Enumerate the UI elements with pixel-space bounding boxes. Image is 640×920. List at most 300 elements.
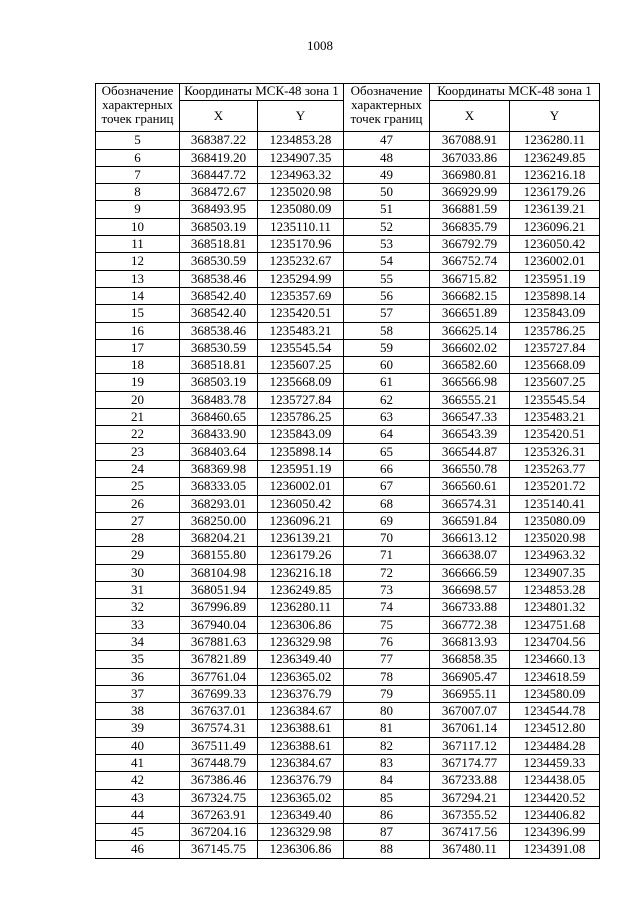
table-row — [96, 685, 600, 702]
x-coordinate-right: 366881.59 — [430, 201, 510, 218]
y-coordinate-left: 1235727.84 — [258, 391, 344, 408]
y-coordinate-right: 1236280.11 — [510, 132, 600, 149]
x-coordinate-left: 367940.04 — [180, 616, 258, 633]
y-coordinate-left: 1235294.99 — [258, 270, 344, 287]
point-number-right: 62 — [344, 391, 430, 408]
table-row — [96, 633, 600, 650]
point-number-right: 75 — [344, 616, 430, 633]
header-row — [96, 84, 600, 101]
point-number-left: 25 — [96, 478, 180, 495]
x-coordinate-right: 366582.60 — [430, 357, 510, 374]
designation-header-right: Обозначение характерных точек границ — [344, 84, 430, 132]
x-coordinate-right: 366666.59 — [430, 564, 510, 581]
table-row — [96, 772, 600, 789]
table-row — [96, 789, 600, 806]
y-coordinate-left: 1236280.11 — [258, 599, 344, 616]
x-coordinate-left: 368447.72 — [180, 166, 258, 183]
y-coordinate-right: 1234544.78 — [510, 703, 600, 720]
y-coordinate-left: 1235786.25 — [258, 409, 344, 426]
table-row — [96, 201, 600, 218]
x-coordinate-right: 366602.02 — [430, 339, 510, 356]
table-row — [96, 824, 600, 841]
y-coordinate-right: 1235326.31 — [510, 443, 600, 460]
point-number-left: 12 — [96, 253, 180, 270]
x-coordinate-left: 368460.65 — [180, 409, 258, 426]
point-number-right: 67 — [344, 478, 430, 495]
x-coordinate-right: 366835.79 — [430, 218, 510, 235]
point-number-left: 7 — [96, 166, 180, 183]
y-coordinate-left: 1236139.21 — [258, 530, 344, 547]
point-number-right: 79 — [344, 685, 430, 702]
x-coordinate-right: 367480.11 — [430, 841, 510, 858]
x-coordinate-right: 366574.31 — [430, 495, 510, 512]
y-coordinate-left: 1236388.61 — [258, 720, 344, 737]
point-number-right: 69 — [344, 512, 430, 529]
point-number-left: 36 — [96, 668, 180, 685]
x-coordinate-right: 367033.86 — [430, 149, 510, 166]
coords-group-header-left: Координаты МСК-48 зона 1 — [180, 84, 344, 101]
point-number-left: 11 — [96, 236, 180, 253]
point-number-right: 53 — [344, 236, 430, 253]
x-coordinate-left: 368433.90 — [180, 426, 258, 443]
y-coordinate-left: 1236329.98 — [258, 633, 344, 650]
y-coordinate-left: 1235607.25 — [258, 357, 344, 374]
y-coordinate-left: 1235357.69 — [258, 287, 344, 304]
point-number-right: 81 — [344, 720, 430, 737]
y-coordinate-left: 1235080.09 — [258, 201, 344, 218]
point-number-left: 31 — [96, 582, 180, 599]
point-number-right: 83 — [344, 754, 430, 771]
x-coordinate-right: 366544.87 — [430, 443, 510, 460]
x-coordinate-right: 366905.47 — [430, 668, 510, 685]
point-number-left: 20 — [96, 391, 180, 408]
x-coordinate-right: 366638.07 — [430, 547, 510, 564]
table-row — [96, 806, 600, 823]
point-number-right: 51 — [344, 201, 430, 218]
point-number-left: 27 — [96, 512, 180, 529]
point-number-right: 85 — [344, 789, 430, 806]
point-number-left: 39 — [96, 720, 180, 737]
y-coordinate-left: 1235110.11 — [258, 218, 344, 235]
y-coordinate-left: 1236329.98 — [258, 824, 344, 841]
y-coordinate-right: 1234406.82 — [510, 806, 600, 823]
point-number-right: 59 — [344, 339, 430, 356]
x-coordinate-left: 368538.46 — [180, 322, 258, 339]
y-coordinate-right: 1236050.42 — [510, 236, 600, 253]
point-number-left: 5 — [96, 132, 180, 149]
table-row — [96, 651, 600, 668]
y-coordinate-left: 1234853.28 — [258, 132, 344, 149]
table-row — [96, 460, 600, 477]
table-row — [96, 841, 600, 858]
table-row — [96, 149, 600, 166]
point-number-left: 13 — [96, 270, 180, 287]
point-number-right: 54 — [344, 253, 430, 270]
point-number-right: 88 — [344, 841, 430, 858]
y-coordinate-right: 1235843.09 — [510, 305, 600, 322]
y-coordinate-right: 1234751.68 — [510, 616, 600, 633]
x-coordinate-right: 366792.79 — [430, 236, 510, 253]
x-coordinate-left: 368155.80 — [180, 547, 258, 564]
x-coordinate-left: 367386.46 — [180, 772, 258, 789]
x-coordinate-right: 367355.52 — [430, 806, 510, 823]
y-coordinate-right: 1235080.09 — [510, 512, 600, 529]
x-coordinate-right: 367233.88 — [430, 772, 510, 789]
point-number-left: 26 — [96, 495, 180, 512]
x-coordinate-right: 367117.12 — [430, 737, 510, 754]
table-body — [96, 132, 600, 858]
y-coordinate-right: 1234512.80 — [510, 720, 600, 737]
table-row — [96, 253, 600, 270]
point-number-right: 49 — [344, 166, 430, 183]
x-coordinate-left: 368542.40 — [180, 305, 258, 322]
y-coordinate-left: 1235483.21 — [258, 322, 344, 339]
table-row — [96, 357, 600, 374]
y-coordinate-left: 1235843.09 — [258, 426, 344, 443]
y-coordinate-right: 1235668.09 — [510, 357, 600, 374]
point-number-left: 30 — [96, 564, 180, 581]
point-number-right: 58 — [344, 322, 430, 339]
point-number-right: 80 — [344, 703, 430, 720]
y-coordinate-right: 1234391.08 — [510, 841, 600, 858]
y-coordinate-left: 1236096.21 — [258, 512, 344, 529]
point-number-left: 6 — [96, 149, 180, 166]
x-coordinate-left: 367574.31 — [180, 720, 258, 737]
x-coordinate-left: 368518.81 — [180, 236, 258, 253]
point-number-right: 78 — [344, 668, 430, 685]
point-number-right: 68 — [344, 495, 430, 512]
point-number-left: 9 — [96, 201, 180, 218]
y-coordinate-left: 1236376.79 — [258, 685, 344, 702]
point-number-right: 77 — [344, 651, 430, 668]
x-coordinate-right: 366555.21 — [430, 391, 510, 408]
y-coordinate-left: 1234963.32 — [258, 166, 344, 183]
y-coordinate-right: 1236002.01 — [510, 253, 600, 270]
x-coordinate-right: 366813.93 — [430, 633, 510, 650]
x-coordinate-left: 367761.04 — [180, 668, 258, 685]
table-row — [96, 495, 600, 512]
x-coordinate-left: 367145.75 — [180, 841, 258, 858]
x-coordinate-left: 368530.59 — [180, 339, 258, 356]
x-coordinate-right: 366591.84 — [430, 512, 510, 529]
y-coordinate-left: 1235020.98 — [258, 184, 344, 201]
y-coordinate-left: 1236349.40 — [258, 651, 344, 668]
table-row — [96, 616, 600, 633]
point-number-left: 45 — [96, 824, 180, 841]
y-coordinate-right: 1234484.28 — [510, 737, 600, 754]
y-coordinate-left: 1236365.02 — [258, 668, 344, 685]
y-coordinate-right: 1236139.21 — [510, 201, 600, 218]
table-row — [96, 512, 600, 529]
x-coordinate-right: 367061.14 — [430, 720, 510, 737]
coords-group-header-right: Координаты МСК-48 зона 1 — [430, 84, 600, 101]
y-coordinate-left: 1236216.18 — [258, 564, 344, 581]
point-number-right: 66 — [344, 460, 430, 477]
table-row — [96, 132, 600, 149]
table-row — [96, 599, 600, 616]
x-coordinate-left: 368542.40 — [180, 287, 258, 304]
table-row — [96, 703, 600, 720]
point-number-right: 55 — [344, 270, 430, 287]
point-number-left: 21 — [96, 409, 180, 426]
y-coordinate-right: 1236096.21 — [510, 218, 600, 235]
point-number-right: 64 — [344, 426, 430, 443]
y-coordinate-right: 1236179.26 — [510, 184, 600, 201]
point-number-left: 35 — [96, 651, 180, 668]
point-number-right: 63 — [344, 409, 430, 426]
y-header-right: Y — [510, 101, 600, 132]
table-row — [96, 564, 600, 581]
x-coordinate-right: 366682.15 — [430, 287, 510, 304]
point-number-right: 76 — [344, 633, 430, 650]
x-coordinate-left: 368472.67 — [180, 184, 258, 201]
table-row — [96, 236, 600, 253]
coordinates-table — [95, 83, 600, 859]
point-number-left: 22 — [96, 426, 180, 443]
y-coordinate-right: 1234704.56 — [510, 633, 600, 650]
x-header-right: X — [430, 101, 510, 132]
point-number-right: 60 — [344, 357, 430, 374]
y-coordinate-left: 1235898.14 — [258, 443, 344, 460]
x-coordinate-left: 368250.00 — [180, 512, 258, 529]
point-number-right: 74 — [344, 599, 430, 616]
point-number-left: 14 — [96, 287, 180, 304]
table-row — [96, 409, 600, 426]
x-coordinate-left: 368530.59 — [180, 253, 258, 270]
point-number-right: 56 — [344, 287, 430, 304]
x-coordinate-right: 367007.07 — [430, 703, 510, 720]
table-row — [96, 374, 600, 391]
x-coordinate-right: 366980.81 — [430, 166, 510, 183]
y-coordinate-left: 1235170.96 — [258, 236, 344, 253]
y-coordinate-right: 1235483.21 — [510, 409, 600, 426]
y-coordinate-left: 1236376.79 — [258, 772, 344, 789]
y-coordinate-left: 1235420.51 — [258, 305, 344, 322]
x-coordinate-left: 368204.21 — [180, 530, 258, 547]
y-coordinate-left: 1234907.35 — [258, 149, 344, 166]
x-coordinate-left: 368538.46 — [180, 270, 258, 287]
point-number-right: 86 — [344, 806, 430, 823]
x-coordinate-right: 366733.88 — [430, 599, 510, 616]
x-coordinate-left: 367263.91 — [180, 806, 258, 823]
y-coordinate-right: 1235727.84 — [510, 339, 600, 356]
y-coordinate-left: 1235545.54 — [258, 339, 344, 356]
point-number-left: 24 — [96, 460, 180, 477]
y-coordinate-right: 1234396.99 — [510, 824, 600, 841]
point-number-left: 23 — [96, 443, 180, 460]
y-coordinate-right: 1234853.28 — [510, 582, 600, 599]
table-row — [96, 426, 600, 443]
point-number-left: 16 — [96, 322, 180, 339]
x-coordinate-right: 366543.39 — [430, 426, 510, 443]
y-coordinate-right: 1236249.85 — [510, 149, 600, 166]
point-number-left: 15 — [96, 305, 180, 322]
x-coordinate-left: 367881.63 — [180, 633, 258, 650]
y-coordinate-right: 1234660.13 — [510, 651, 600, 668]
y-coordinate-right: 1234580.09 — [510, 685, 600, 702]
designation-header-left: Обозначение характерных точек границ — [96, 84, 180, 132]
x-coordinate-right: 366613.12 — [430, 530, 510, 547]
x-coordinate-left: 368369.98 — [180, 460, 258, 477]
y-coordinate-right: 1235607.25 — [510, 374, 600, 391]
y-header-left: Y — [258, 101, 344, 132]
x-coordinate-left: 368051.94 — [180, 582, 258, 599]
point-number-left: 19 — [96, 374, 180, 391]
table-row — [96, 322, 600, 339]
y-coordinate-right: 1235951.19 — [510, 270, 600, 287]
point-number-right: 72 — [344, 564, 430, 581]
x-coordinate-right: 366560.61 — [430, 478, 510, 495]
table-row — [96, 582, 600, 599]
y-coordinate-right: 1234801.32 — [510, 599, 600, 616]
x-coordinate-left: 368419.20 — [180, 149, 258, 166]
x-coordinate-right: 366772.38 — [430, 616, 510, 633]
point-number-left: 18 — [96, 357, 180, 374]
x-coordinate-left: 368518.81 — [180, 357, 258, 374]
y-coordinate-right: 1235898.14 — [510, 287, 600, 304]
x-coordinate-right: 366698.57 — [430, 582, 510, 599]
y-coordinate-right: 1234438.05 — [510, 772, 600, 789]
x-coordinate-right: 366858.35 — [430, 651, 510, 668]
point-number-right: 82 — [344, 737, 430, 754]
y-coordinate-left: 1236384.67 — [258, 754, 344, 771]
point-number-left: 37 — [96, 685, 180, 702]
x-coordinate-right: 366955.11 — [430, 685, 510, 702]
y-coordinate-right: 1235263.77 — [510, 460, 600, 477]
table-row — [96, 391, 600, 408]
y-coordinate-left: 1236349.40 — [258, 806, 344, 823]
x-coordinate-right: 367294.21 — [430, 789, 510, 806]
table-row — [96, 668, 600, 685]
point-number-left: 40 — [96, 737, 180, 754]
x-coordinate-left: 367324.75 — [180, 789, 258, 806]
point-number-right: 52 — [344, 218, 430, 235]
x-header-left: X — [180, 101, 258, 132]
x-coordinate-right: 366752.74 — [430, 253, 510, 270]
y-coordinate-left: 1236179.26 — [258, 547, 344, 564]
point-number-left: 34 — [96, 633, 180, 650]
x-coordinate-left: 367699.33 — [180, 685, 258, 702]
point-number-right: 87 — [344, 824, 430, 841]
y-coordinate-left: 1236384.67 — [258, 703, 344, 720]
y-coordinate-right: 1235786.25 — [510, 322, 600, 339]
y-coordinate-left: 1235951.19 — [258, 460, 344, 477]
y-coordinate-right: 1234420.52 — [510, 789, 600, 806]
x-coordinate-right: 367417.56 — [430, 824, 510, 841]
point-number-left: 28 — [96, 530, 180, 547]
y-coordinate-right: 1234963.32 — [510, 547, 600, 564]
y-coordinate-left: 1236365.02 — [258, 789, 344, 806]
x-coordinate-left: 367637.01 — [180, 703, 258, 720]
x-coordinate-left: 368293.01 — [180, 495, 258, 512]
x-coordinate-right: 367088.91 — [430, 132, 510, 149]
point-number-right: 70 — [344, 530, 430, 547]
table-row — [96, 737, 600, 754]
page-number: 1008 — [307, 38, 333, 53]
x-coordinate-left: 367448.79 — [180, 754, 258, 771]
table-row — [96, 478, 600, 495]
y-coordinate-left: 1236306.86 — [258, 616, 344, 633]
point-number-right: 50 — [344, 184, 430, 201]
x-coordinate-left: 367511.49 — [180, 737, 258, 754]
point-number-left: 29 — [96, 547, 180, 564]
y-coordinate-left: 1235232.67 — [258, 253, 344, 270]
table-row — [96, 305, 600, 322]
point-number-left: 38 — [96, 703, 180, 720]
x-coordinate-right: 366715.82 — [430, 270, 510, 287]
x-coordinate-left: 368104.98 — [180, 564, 258, 581]
table-row — [96, 287, 600, 304]
table-row — [96, 270, 600, 287]
point-number-left: 8 — [96, 184, 180, 201]
x-coordinate-right: 366929.99 — [430, 184, 510, 201]
y-coordinate-right: 1235140.41 — [510, 495, 600, 512]
table-row — [96, 443, 600, 460]
point-number-left: 32 — [96, 599, 180, 616]
point-number-left: 10 — [96, 218, 180, 235]
y-coordinate-right: 1235420.51 — [510, 426, 600, 443]
y-coordinate-right: 1235201.72 — [510, 478, 600, 495]
y-coordinate-right: 1236216.18 — [510, 166, 600, 183]
y-coordinate-right: 1234459.33 — [510, 754, 600, 771]
point-number-right: 84 — [344, 772, 430, 789]
point-number-right: 61 — [344, 374, 430, 391]
x-coordinate-right: 366550.78 — [430, 460, 510, 477]
x-coordinate-right: 366547.33 — [430, 409, 510, 426]
y-coordinate-right: 1235020.98 — [510, 530, 600, 547]
point-number-left: 46 — [96, 841, 180, 858]
point-number-right: 47 — [344, 132, 430, 149]
y-coordinate-left: 1236306.86 — [258, 841, 344, 858]
x-coordinate-left: 367204.16 — [180, 824, 258, 841]
y-coordinate-left: 1236002.01 — [258, 478, 344, 495]
table-row — [96, 530, 600, 547]
y-coordinate-left: 1236050.42 — [258, 495, 344, 512]
point-number-left: 44 — [96, 806, 180, 823]
table-row — [96, 339, 600, 356]
table-row — [96, 547, 600, 564]
point-number-left: 42 — [96, 772, 180, 789]
table-row — [96, 218, 600, 235]
y-coordinate-right: 1234618.59 — [510, 668, 600, 685]
x-coordinate-left: 368333.05 — [180, 478, 258, 495]
point-number-left: 33 — [96, 616, 180, 633]
x-coordinate-right: 366566.98 — [430, 374, 510, 391]
x-coordinate-right: 367174.77 — [430, 754, 510, 771]
x-coordinate-left: 367996.89 — [180, 599, 258, 616]
x-coordinate-left: 367821.89 — [180, 651, 258, 668]
point-number-right: 71 — [344, 547, 430, 564]
y-coordinate-left: 1236388.61 — [258, 737, 344, 754]
point-number-left: 41 — [96, 754, 180, 771]
x-coordinate-left: 368483.78 — [180, 391, 258, 408]
point-number-right: 65 — [344, 443, 430, 460]
point-number-left: 17 — [96, 339, 180, 356]
table-row — [96, 754, 600, 771]
y-coordinate-left: 1235668.09 — [258, 374, 344, 391]
table-row — [96, 166, 600, 183]
x-coordinate-left: 368387.22 — [180, 132, 258, 149]
y-coordinate-right: 1235545.54 — [510, 391, 600, 408]
y-coordinate-right: 1234907.35 — [510, 564, 600, 581]
point-number-left: 43 — [96, 789, 180, 806]
x-coordinate-left: 368403.64 — [180, 443, 258, 460]
y-coordinate-left: 1236249.85 — [258, 582, 344, 599]
point-number-right: 73 — [344, 582, 430, 599]
table-row — [96, 720, 600, 737]
point-number-right: 57 — [344, 305, 430, 322]
x-coordinate-right: 366651.89 — [430, 305, 510, 322]
